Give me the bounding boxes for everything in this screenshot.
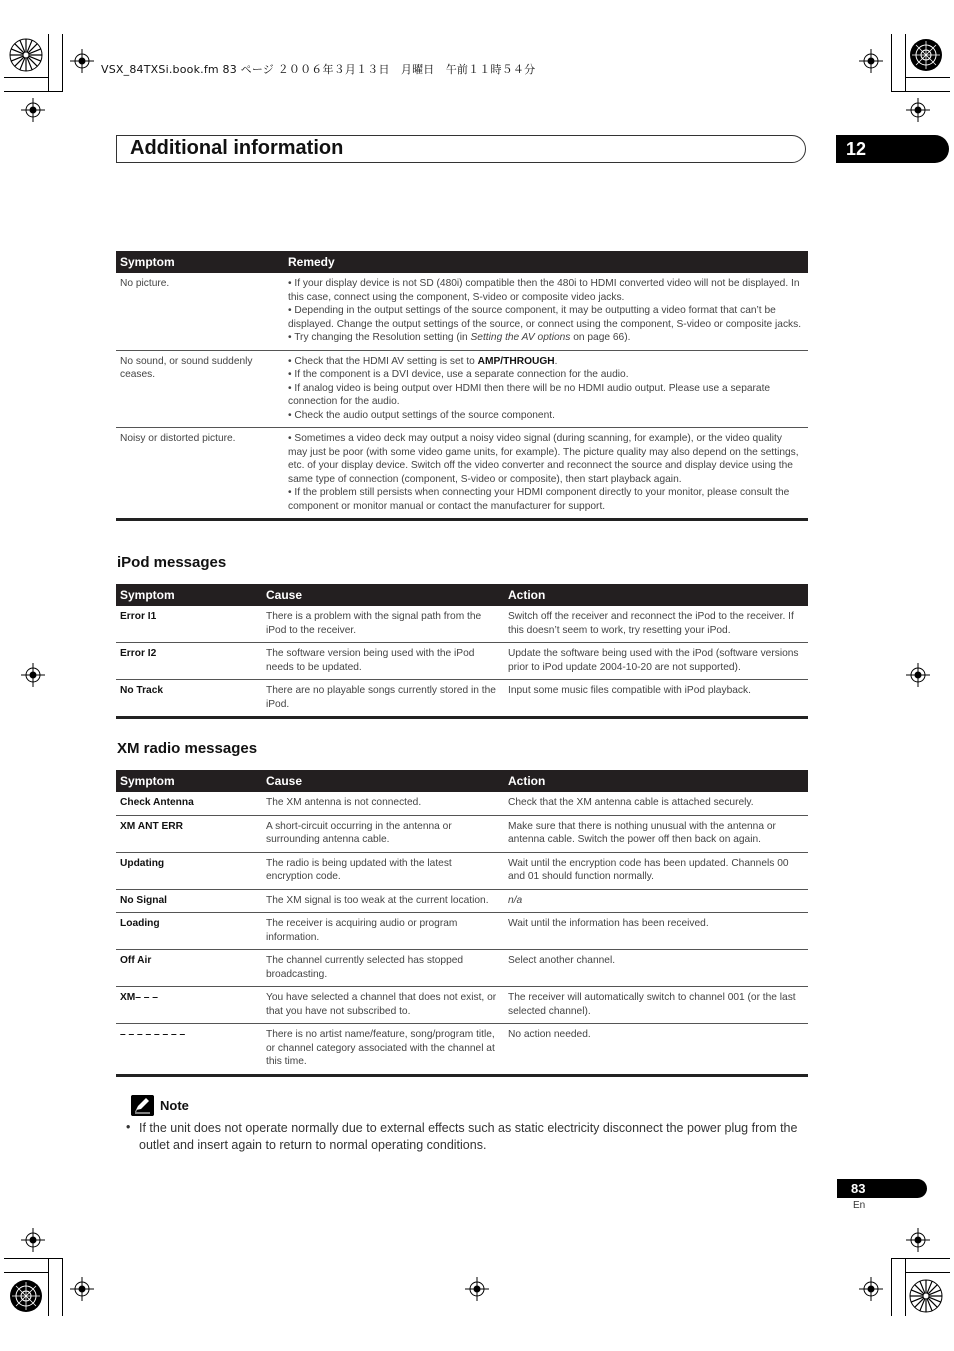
action-cell	[504, 889, 808, 913]
action-cell: The receiver will automatically switch to channel 001 (or the last selected channel).	[504, 987, 808, 1024]
remedy-cell	[284, 273, 808, 350]
table-row	[116, 350, 808, 428]
cause-cell: The XM antenna is not connected.	[262, 792, 504, 815]
table-row	[116, 950, 808, 987]
cause-cell: The receiver is acquiring audio or program information.	[262, 913, 504, 950]
remedy-line: • If the problem still persists when connecting your HDMI component directly to your monitor, please consult the component or monitor manual or contact the manufacturer for support.	[288, 487, 790, 512]
video-troubleshooting-table	[116, 251, 808, 521]
note-label: Note	[160, 1098, 189, 1113]
table-row	[116, 889, 808, 913]
symptom-cell: Error I1	[116, 606, 262, 643]
table-row	[116, 273, 808, 350]
table-header-row	[116, 251, 808, 273]
column-header-cause: Cause	[262, 770, 504, 792]
note-pencil-icon	[131, 1095, 154, 1116]
registration-mark-icon	[465, 1277, 489, 1301]
cause-cell: There is no artist name/feature, song/program title, or channel category associated with the channel at this time.	[262, 1024, 504, 1076]
column-header-remedy: Remedy	[284, 251, 808, 273]
cause-cell: The radio is being updated with the latest encryption code.	[262, 852, 504, 889]
symptom-cell: No Track	[116, 680, 262, 718]
cause-cell: The software version being used with the iPod needs to be updated.	[262, 643, 504, 680]
column-header-action: Action	[504, 584, 808, 606]
remedy-line: • If the component is a DVI device, use a separate connection for the audio.	[288, 369, 629, 380]
page-number: 83	[837, 1179, 927, 1198]
column-header-symptom: Symptom	[116, 770, 262, 792]
table-row	[116, 606, 808, 643]
action-cell: Check that the XM antenna cable is attached securely.	[504, 792, 808, 815]
table-row	[116, 852, 808, 889]
remedy-text: • Check that the HDMI AV setting is set to	[288, 355, 478, 367]
starburst-mark-icon	[9, 1279, 43, 1313]
section-title-ipod: iPod messages	[117, 554, 227, 571]
registration-mark-icon	[70, 49, 94, 73]
starburst-mark-icon	[9, 38, 43, 72]
remedy-cell	[284, 428, 808, 520]
action-text: n/a	[508, 894, 523, 906]
remedy-text: on page 66).	[570, 332, 631, 343]
cause-cell: A short-circuit occurring in the antenna or surrounding antenna cable.	[262, 815, 504, 852]
registration-mark-icon	[906, 98, 930, 122]
starburst-mark-icon	[909, 1279, 943, 1313]
chapter-number: 12	[836, 135, 949, 163]
cause-cell: You have selected a channel that does not exist, or that you have not subscribed to.	[262, 987, 504, 1024]
table-header-row	[116, 584, 808, 606]
table-row	[116, 987, 808, 1024]
remedy-line: • If your display device is not SD (480i) compatible then the 480i to HDMI converted video will not be displayed. In this case, connect using the component, S-video or composite video jacks.	[288, 278, 800, 303]
registration-mark-icon	[21, 98, 45, 122]
table-row	[116, 792, 808, 815]
note-bullet: •	[126, 1120, 131, 1134]
symptom-cell: – – – – – – – –	[116, 1024, 262, 1076]
registration-mark-icon	[859, 1277, 883, 1301]
chapter-header	[116, 135, 806, 163]
chapter-title: Additional information	[130, 137, 344, 159]
table-row	[116, 643, 808, 680]
starburst-mark-icon	[909, 38, 943, 72]
remedy-cell	[284, 350, 808, 428]
remedy-line: • Depending in the output settings of the source component, it may be outputting a video format that can’t be displayed. Change the output settings of the source, or connect using the component, S-video or composite jacks.	[288, 305, 802, 330]
column-header-cause: Cause	[262, 584, 504, 606]
remedy-text: • Try changing the Resolution setting (in	[288, 332, 471, 343]
symptom-cell: Noisy or distorted picture.	[116, 428, 284, 520]
action-cell: Select another channel.	[504, 950, 808, 987]
column-header-symptom: Symptom	[116, 251, 284, 273]
symptom-cell: XM ANT ERR	[116, 815, 262, 852]
remedy-text: .	[554, 355, 558, 367]
table-row	[116, 1024, 808, 1076]
symptom-cell: No Signal	[116, 889, 262, 913]
setting-value: AMP/THROUGH	[477, 355, 555, 367]
registration-mark-icon	[21, 663, 45, 687]
registration-mark-icon	[859, 49, 883, 73]
action-cell: Update the software being used with the iPod (software versions prior to iPod update 2004-10-20 are not supported).	[504, 643, 808, 680]
action-cell: Wait until the encryption code has been updated. Channels 00 and 01 should function normally.	[504, 852, 808, 889]
action-cell: Switch off the receiver and reconnect the iPod to the receiver. If this doesn’t seem to work, try resetting your iPod.	[504, 606, 808, 643]
symptom-cell: Off Air	[116, 950, 262, 987]
action-cell: Make sure that there is nothing unusual with the antenna or antenna cable. Switch the power off then back on again.	[504, 815, 808, 852]
action-cell: Wait until the information has been received.	[504, 913, 808, 950]
table-row	[116, 680, 808, 718]
registration-mark-icon	[906, 663, 930, 687]
cause-cell: There is a problem with the signal path from the iPod to the receiver.	[262, 606, 504, 643]
cause-cell: The channel currently selected has stopped broadcasting.	[262, 950, 504, 987]
registration-mark-icon	[70, 1277, 94, 1301]
symptom-cell: No picture.	[116, 273, 284, 350]
remedy-line: • If analog video is being output over HDMI then there will be no HDMI audio output. Please use a separate connection for the audio.	[288, 382, 771, 407]
symptom-cell: No sound, or sound suddenly ceases.	[116, 350, 284, 428]
symptom-cell: Check Antenna	[116, 792, 262, 815]
file-header: VSX_84TXSi.book.fm 83 ページ ２００６年３月１３日 月曜日 午前１１時５４分	[101, 63, 536, 76]
cause-cell: The XM signal is too weak at the current location.	[262, 889, 504, 913]
xm-radio-messages-table	[116, 770, 808, 1077]
action-cell: No action needed.	[504, 1024, 808, 1076]
ipod-messages-table	[116, 584, 808, 719]
registration-mark-icon	[21, 1228, 45, 1252]
column-header-symptom: Symptom	[116, 584, 262, 606]
remedy-line: • Sometimes a video deck may output a noisy video signal (during scanning, for example), or the video quality may just be poor (with some video game units, for example). The picture quality may also depend on the settings, etc. of your display device. Switch off the video converter and reconnect the source and display device using the same type of connection (component, S-video or composite), then start playback again.	[288, 433, 799, 485]
cross-reference: Setting the AV options	[470, 332, 571, 343]
cause-cell: There are no playable songs currently stored in the iPod.	[262, 680, 504, 718]
symptom-cell: Loading	[116, 913, 262, 950]
symptom-cell: Error I2	[116, 643, 262, 680]
remedy-line	[288, 331, 804, 345]
remedy-line	[288, 355, 804, 369]
table-row	[116, 815, 808, 852]
column-header-action: Action	[504, 770, 808, 792]
note-text: If the unit does not operate normally due to external effects such as static electricity disconnect the power plug from the outlet and insert again to return to normal operating conditions.	[139, 1121, 798, 1152]
table-row	[116, 428, 808, 520]
page-language: En	[853, 1200, 866, 1211]
table-header-row	[116, 770, 808, 792]
symptom-cell: XM– – –	[116, 987, 262, 1024]
registration-mark-icon	[906, 1228, 930, 1252]
symptom-cell: Updating	[116, 852, 262, 889]
section-title-xm-radio: XM radio messages	[117, 740, 258, 757]
table-row	[116, 913, 808, 950]
action-cell: Input some music files compatible with iPod playback.	[504, 680, 808, 718]
remedy-line: • Check the audio output settings of the source component.	[288, 409, 555, 421]
